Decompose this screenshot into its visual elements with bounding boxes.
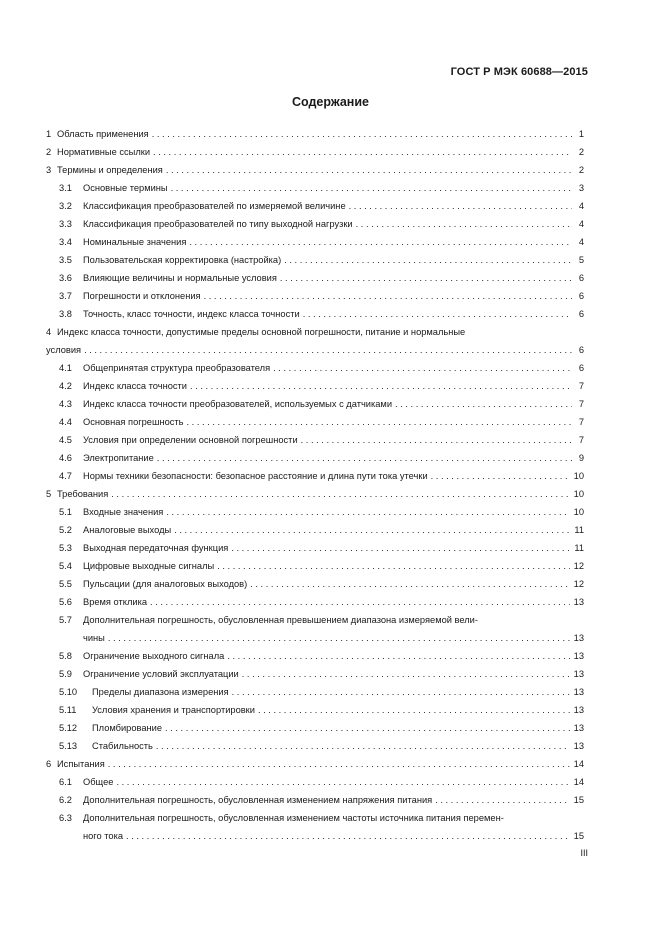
toc-entry[interactable] [46, 269, 584, 287]
toc-entry-number: 5.4 [59, 561, 72, 571]
toc-entry-page: 13 [573, 723, 584, 733]
toc-entry-number: 5.9 [59, 669, 72, 679]
table-of-contents [46, 125, 584, 845]
toc-entry-title: Пределы диапазона измерения [92, 687, 229, 697]
toc-entry-line [59, 521, 584, 539]
toc-entry-title: Точность, класс точности, индекс класса точности [83, 309, 300, 319]
toc-entry-page: 14 [573, 777, 584, 787]
toc-entry-line [46, 143, 584, 161]
toc-entry[interactable] [46, 395, 584, 413]
toc-entry-title-continued: ного тока [83, 831, 124, 841]
toc-entry-page: 13 [573, 705, 584, 715]
toc-leader-dots [395, 395, 572, 413]
toc-leader-dots [116, 773, 569, 791]
toc-entry-number: 5.7 [59, 615, 72, 625]
toc-entry[interactable] [46, 611, 584, 647]
toc-leader-dots [435, 791, 569, 809]
toc-entry-page: 11 [574, 525, 584, 535]
toc-entry[interactable] [46, 809, 584, 845]
toc-leader-dots [217, 557, 569, 575]
toc-entry-title: Дополнительная погрешность, обусловленная изменением частоты источника питания перемен- [83, 813, 504, 823]
toc-entry-continuation [59, 827, 584, 845]
toc-entry[interactable] [46, 683, 584, 701]
toc-entry-title: Термины и определения [57, 165, 163, 175]
toc-entry[interactable] [46, 323, 584, 359]
toc-entry[interactable] [46, 503, 584, 521]
toc-leader-dots [189, 233, 572, 251]
toc-leader-dots [284, 251, 572, 269]
toc-entry[interactable] [46, 467, 584, 485]
toc-entry-number: 5.5 [59, 579, 72, 589]
toc-leader-dots [111, 485, 569, 503]
toc-entry-number: 4.6 [59, 453, 72, 463]
toc-entry[interactable] [46, 791, 584, 809]
toc-entry-line [59, 287, 584, 305]
toc-leader-dots [301, 431, 572, 449]
toc-entry-title: Влияющие величины и нормальные условия [83, 273, 277, 283]
toc-entry-line [59, 791, 584, 809]
toc-entry[interactable] [46, 485, 584, 503]
toc-entry-line [59, 449, 584, 467]
toc-entry[interactable] [46, 161, 584, 179]
toc-entry-title: Номинальные значения [83, 237, 187, 247]
toc-entry-line [59, 269, 584, 287]
toc-entry-page: 13 [573, 597, 584, 607]
toc-leader-dots [166, 503, 569, 521]
toc-entry-page: 7 [578, 381, 584, 391]
toc-entry-page: 5 [578, 255, 584, 265]
toc-entry-page: 10 [573, 471, 584, 481]
toc-entry-title: Основные термины [83, 183, 168, 193]
toc-leader-dots [174, 521, 570, 539]
toc-entry-page: 13 [573, 687, 584, 697]
toc-entry-line [59, 467, 584, 485]
page-number: III [580, 848, 588, 858]
toc-entry-line [59, 593, 584, 611]
toc-entry-number: 5.12 [59, 723, 78, 733]
toc-entry[interactable] [46, 431, 584, 449]
toc-entry[interactable] [46, 449, 584, 467]
toc-entry-continuation [46, 341, 584, 359]
toc-entry-line [59, 665, 584, 683]
toc-entry[interactable] [46, 125, 584, 143]
toc-leader-dots [152, 125, 572, 143]
toc-entry-page: 4 [578, 237, 584, 247]
toc-entry-line [59, 305, 584, 323]
toc-entry-line [59, 395, 584, 413]
toc-entry-line [59, 737, 584, 755]
toc-entry-page: 6 [578, 363, 584, 373]
toc-leader-dots [150, 593, 570, 611]
toc-entry-number: 4.1 [59, 363, 72, 373]
toc-entry-page: 2 [578, 165, 584, 175]
toc-entry[interactable] [46, 215, 584, 233]
toc-entry-line [59, 809, 584, 827]
toc-entry-title-continued: чины [83, 633, 105, 643]
toc-entry[interactable] [46, 179, 584, 197]
toc-entry-title: Время отклика [83, 597, 148, 607]
toc-entry-page: 15 [573, 831, 584, 841]
toc-entry-line [59, 575, 584, 593]
toc-entry-title: Нормативные ссылки [57, 147, 151, 157]
toc-entry-number: 4.4 [59, 417, 72, 427]
toc-entry-line [59, 179, 584, 197]
toc-entry-title: Требования [57, 489, 109, 499]
toc-entry-title: Погрешности и отклонения [83, 291, 201, 301]
toc-entry-number: 3.6 [59, 273, 72, 283]
toc-entry-page: 9 [578, 453, 584, 463]
toc-entry[interactable] [46, 773, 584, 791]
toc-entry-page: 13 [573, 741, 584, 751]
toc-entry-number: 5 [46, 489, 52, 499]
toc-entry-line [59, 431, 584, 449]
toc-entry-title: Условия хранения и транспортировки [92, 705, 255, 715]
toc-entry-page: 6 [578, 345, 584, 355]
toc-entry[interactable] [46, 593, 584, 611]
toc-entry-title: Ограничение условий эксплуатации [83, 669, 239, 679]
toc-leader-dots [273, 359, 572, 377]
toc-entry-number: 5.10 [59, 687, 78, 697]
toc-entry-number: 4 [46, 327, 52, 337]
toc-entry-line [59, 701, 584, 719]
toc-entry-title: Испытания [57, 759, 105, 769]
toc-entry-number: 5.1 [59, 507, 72, 517]
toc-entry-number: 1 [46, 129, 52, 139]
toc-entry-page: 11 [574, 543, 584, 553]
toc-entry-title: Ограничение выходного сигнала [83, 651, 225, 661]
toc-entry-line [46, 755, 584, 773]
toc-leader-dots [231, 539, 570, 557]
toc-entry-page: 1 [578, 129, 584, 139]
toc-entry-page: 7 [578, 417, 584, 427]
toc-entry-page: 3 [578, 183, 584, 193]
toc-entry-number: 5.3 [59, 543, 72, 553]
toc-entry-title: Пользовательская корректировка (настройка) [83, 255, 282, 265]
toc-leader-dots [108, 755, 570, 773]
toc-entry[interactable] [46, 575, 584, 593]
toc-entry[interactable] [46, 413, 584, 431]
toc-entry-title: Входные значения [83, 507, 164, 517]
toc-leader-dots [204, 287, 572, 305]
toc-entry-page: 7 [578, 399, 584, 409]
toc-entry-number: 6 [46, 759, 52, 769]
toc-entry-number: 6.2 [59, 795, 72, 805]
toc-entry-title: Индекс класса точности [83, 381, 187, 391]
toc-entry-page: 14 [573, 759, 584, 769]
toc-entry-page: 4 [578, 201, 584, 211]
toc-entry-title: Условия при определении основной погрешности [83, 435, 298, 445]
toc-entry-line [59, 773, 584, 791]
toc-leader-dots [303, 305, 572, 323]
toc-entry-number: 6.3 [59, 813, 72, 823]
toc-entry-title: Классификация преобразователей по типу выходной нагрузки [83, 219, 353, 229]
toc-leader-dots [280, 269, 572, 287]
toc-entry-line [46, 161, 584, 179]
toc-entry-title: Общее [83, 777, 114, 787]
toc-entry-page: 13 [573, 669, 584, 679]
toc-leader-dots [126, 827, 570, 845]
toc-leader-dots [250, 575, 569, 593]
toc-entry-line [59, 233, 584, 251]
toc-entry-line [59, 197, 584, 215]
toc-entry-page: 15 [573, 795, 584, 805]
toc-entry-title: Электропитание [83, 453, 154, 463]
toc-entry-page: 6 [578, 291, 584, 301]
toc-entry-line [59, 251, 584, 269]
toc-entry[interactable] [46, 287, 584, 305]
toc-leader-dots [431, 467, 570, 485]
toc-entry-number: 3.4 [59, 237, 72, 247]
toc-entry-number: 3.3 [59, 219, 72, 229]
toc-entry-number: 3.7 [59, 291, 72, 301]
toc-leader-dots [171, 179, 572, 197]
toc-entry-page: 4 [578, 219, 584, 229]
toc-leader-dots [356, 215, 572, 233]
toc-leader-dots [156, 737, 570, 755]
toc-entry[interactable] [46, 251, 584, 269]
toc-entry[interactable] [46, 557, 584, 575]
toc-entry-line [46, 125, 584, 143]
toc-entry[interactable] [46, 143, 584, 161]
toc-entry-number: 5.13 [59, 741, 78, 751]
toc-entry-title: Дополнительная погрешность, обусловленная изменением напряжения питания [83, 795, 433, 805]
toc-entry[interactable] [46, 737, 584, 755]
toc-entry-page: 6 [578, 273, 584, 283]
toc-entry-page: 13 [573, 651, 584, 661]
toc-entry-number: 3.5 [59, 255, 72, 265]
toc-leader-dots [258, 701, 570, 719]
toc-entry-page: 2 [578, 147, 584, 157]
toc-entry-number: 2 [46, 147, 52, 157]
toc-entry-line [59, 377, 584, 395]
toc-entry-title: Общепринятая структура преобразователя [83, 363, 271, 373]
toc-entry[interactable] [46, 647, 584, 665]
toc-entry-number: 4.5 [59, 435, 72, 445]
toc-entry-title: Основная погрешность [83, 417, 184, 427]
toc-entry-page: 10 [573, 489, 584, 499]
toc-entry-title: Аналоговые выходы [83, 525, 172, 535]
toc-entry-line [59, 611, 584, 629]
toc-entry-line [59, 503, 584, 521]
toc-entry-line [59, 683, 584, 701]
toc-entry[interactable] [46, 377, 584, 395]
toc-entry-number: 4.3 [59, 399, 72, 409]
toc-entry[interactable] [46, 359, 584, 377]
toc-entry-number: 3.1 [59, 183, 72, 193]
toc-leader-dots [84, 341, 572, 359]
toc-entry[interactable] [46, 701, 584, 719]
toc-entry-page: 10 [573, 507, 584, 517]
toc-entry-line [59, 413, 584, 431]
toc-entry-title: Индекс класса точности преобразователей, используемых с датчиками [83, 399, 393, 409]
toc-entry-number: 5.11 [59, 705, 77, 715]
toc-entry-line [59, 215, 584, 233]
toc-entry-title-continued: условия [46, 345, 82, 355]
toc-leader-dots [232, 683, 570, 701]
toc-entry-line [59, 359, 584, 377]
toc-entry-title: Область применения [57, 129, 149, 139]
toc-leader-dots [242, 665, 570, 683]
toc-entry-page: 12 [573, 561, 584, 571]
toc-leader-dots [108, 629, 570, 647]
toc-entry-page: 12 [573, 579, 584, 589]
toc-entry-number: 3.8 [59, 309, 72, 319]
toc-entry-continuation [59, 629, 584, 647]
toc-entry-number: 3 [46, 165, 52, 175]
toc-entry-title: Выходная передаточная функция [83, 543, 229, 553]
toc-entry[interactable] [46, 521, 584, 539]
toc-leader-dots [165, 719, 570, 737]
toc-entry-number: 6.1 [59, 777, 72, 787]
toc-entry-title: Нормы техники безопасности: безопасное расстояние и длина пути тока утечки [83, 471, 428, 481]
toc-entry-title: Цифровые выходные сигналы [83, 561, 215, 571]
toc-entry-line [46, 485, 584, 503]
toc-entry-title: Стабильность [92, 741, 153, 751]
toc-entry-title: Пломбирование [92, 723, 163, 733]
toc-entry[interactable] [46, 233, 584, 251]
toc-leader-dots [187, 413, 573, 431]
toc-leader-dots [227, 647, 569, 665]
toc-entry[interactable] [46, 539, 584, 557]
toc-entry-number: 4.7 [59, 471, 72, 481]
toc-leader-dots [157, 449, 572, 467]
toc-entry-number: 5.6 [59, 597, 72, 607]
toc-entry-title: Пульсации (для аналоговых выходов) [83, 579, 248, 589]
toc-leader-dots [153, 143, 572, 161]
toc-entry-title: Классификация преобразователей по измеряемой величине [83, 201, 346, 211]
toc-entry-title: Индекс класса точности, допустимые пределы основной погрешности, питание и нормальные [57, 327, 466, 337]
toc-entry-title: Дополнительная погрешность, обусловленная превышением диапазона измеряемой вели- [83, 615, 478, 625]
toc-entry[interactable] [46, 719, 584, 737]
toc-entry-line [59, 719, 584, 737]
toc-entry-number: 4.2 [59, 381, 72, 391]
toc-entry[interactable] [46, 197, 584, 215]
toc-entry-page: 13 [573, 633, 584, 643]
toc-entry-number: 5.8 [59, 651, 72, 661]
toc-entry[interactable] [46, 665, 584, 683]
toc-entry-line [59, 539, 584, 557]
toc-entry-line [46, 323, 584, 341]
toc-entry[interactable] [46, 305, 584, 323]
toc-leader-dots [349, 197, 572, 215]
toc-entry-number: 5.2 [59, 525, 72, 535]
toc-entry-page: 7 [578, 435, 584, 445]
toc-entry-line [59, 647, 584, 665]
standard-code: ГОСТ Р МЭК 60688—2015 [450, 66, 588, 78]
toc-entry[interactable] [46, 755, 584, 773]
toc-entry-page: 6 [578, 309, 584, 319]
page-title: Содержание [291, 95, 369, 109]
toc-leader-dots [190, 377, 572, 395]
toc-entry-line [59, 557, 584, 575]
toc-leader-dots [166, 161, 572, 179]
toc-entry-number: 3.2 [59, 201, 72, 211]
